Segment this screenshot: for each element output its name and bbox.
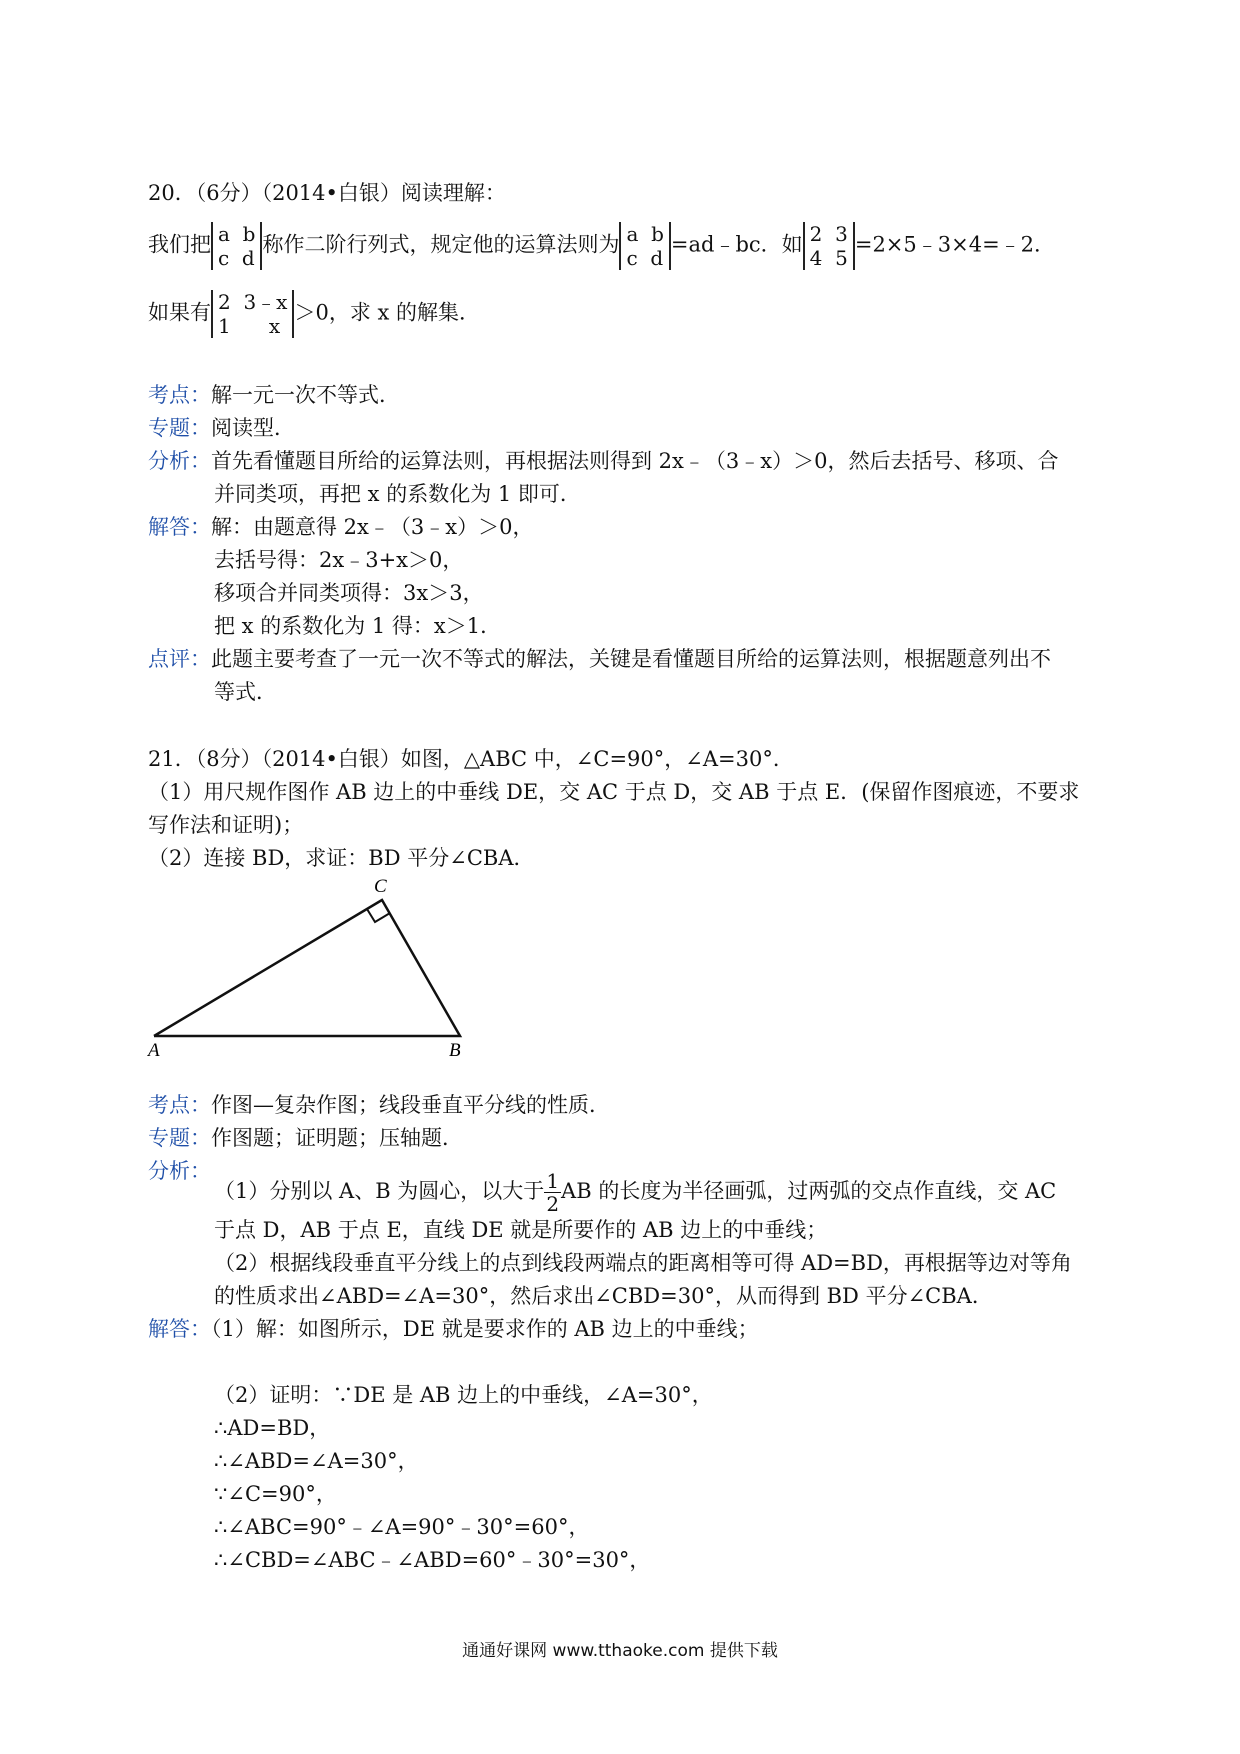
jieda-text: 解：由题意得 2x﹣（3﹣x）＞0， bbox=[211, 515, 534, 539]
determinant-question bbox=[211, 290, 294, 338]
q20-dianping bbox=[148, 644, 1051, 674]
q20-kaodian bbox=[148, 380, 400, 410]
zhuanti-text: 作图题；证明题；压轴题． bbox=[211, 1126, 463, 1150]
q20-text-rule: =ad﹣bc．如 bbox=[670, 232, 803, 257]
determinant-example bbox=[803, 222, 855, 270]
determinant-abcd bbox=[211, 222, 262, 270]
proof-line: ∴∠CBD=∠ABC﹣∠ABD=60°﹣30°=30°， bbox=[214, 1548, 651, 1572]
fenxi-label: 分析： bbox=[148, 1159, 211, 1183]
kaodian-text: 解一元一次不等式． bbox=[211, 383, 400, 407]
q21-zhuanti bbox=[148, 1123, 463, 1153]
dianping-text: 此题主要考查了一元一次不等式的解法，关键是看懂题目所给的运算法则，根据题意列出不 bbox=[211, 647, 1051, 671]
fraction-one-half bbox=[544, 1170, 561, 1215]
det-row-1: a b bbox=[626, 222, 664, 246]
det-row-2: c d bbox=[218, 246, 255, 270]
proof-line: （2）证明：∵DE 是 AB 边上的中垂线，∠A=30°， bbox=[214, 1383, 713, 1407]
proof-line: ∴∠ABC=90°﹣∠A=90°﹣30°=60°， bbox=[214, 1515, 590, 1539]
q21-header: 21．（8分）（2014•白银）如图，△ABC 中，∠C=90°，∠A=30°． bbox=[148, 747, 794, 771]
triangle-figure bbox=[140, 870, 480, 1060]
jieda-label: 解答： bbox=[148, 1317, 211, 1341]
q21-part1-cont: 写作法和证明)； bbox=[148, 813, 304, 837]
q20-definition-line bbox=[148, 222, 1055, 270]
q20-text-if: 如果有 bbox=[148, 300, 211, 325]
q20-text-we-put: 我们把 bbox=[148, 232, 211, 257]
page-footer: 通通好课网 www.tthaoke.com 提供下载 bbox=[462, 1641, 778, 1661]
q21-fenxi-line-4: 的性质求出∠ABD=∠A=30°，然后求出∠CBD=30°，从而得到 BD 平分∠CBA． bbox=[214, 1284, 993, 1308]
q20-zhuanti bbox=[148, 413, 295, 443]
det-row-2: c d bbox=[626, 246, 664, 270]
jieda-label: 解答： bbox=[148, 515, 211, 539]
proof-line: ∴∠ABD=∠A=30°， bbox=[214, 1449, 419, 1473]
q21-kaodian bbox=[148, 1090, 610, 1120]
q20-jieda-step-4: 把 x 的系数化为 1 得：x＞1． bbox=[214, 614, 502, 638]
determinant-abcd-rule bbox=[619, 222, 670, 270]
zhuanti-text: 阅读型． bbox=[211, 416, 295, 440]
fenxi-text: 首先看懂题目所给的运算法则，再根据法则得到 2x﹣（3﹣x）＞0，然后去括号、移项、合 bbox=[211, 449, 1059, 473]
zhuanti-label: 专题： bbox=[148, 1126, 211, 1150]
kaodian-label: 考点： bbox=[148, 1093, 211, 1117]
q21-fenxi-line-3: （2）根据线段垂直平分线上的点到线段两端点的距离相等可得 AD=BD，再根据等边对等角 bbox=[214, 1251, 1072, 1275]
det-row-1: a b bbox=[218, 222, 256, 246]
q21-fenxi-line-1 bbox=[214, 1170, 1056, 1215]
fraction-numerator: 1 bbox=[546, 1169, 560, 1193]
q20-text-find: ＞0，求 x 的解集． bbox=[294, 300, 481, 325]
vertex-label-c: C bbox=[374, 876, 387, 897]
det-row-1: 2 3 bbox=[809, 222, 848, 246]
fraction-denominator: 2 bbox=[546, 1192, 560, 1216]
q21-fenxi-line-2: 于点 D，AB 于点 E，直线 DE 就是所要作的 AB 边上的中垂线； bbox=[214, 1218, 828, 1242]
dianping-label: 点评： bbox=[148, 647, 211, 671]
det-row-2: 1 x bbox=[218, 314, 281, 338]
vertex-label-a: A bbox=[148, 1040, 160, 1060]
q21-fenxi-label bbox=[148, 1156, 211, 1186]
q20-fenxi-cont: 并同类项，再把 x 的系数化为 1 即可． bbox=[214, 482, 581, 506]
det-row-2: 4 5 bbox=[809, 246, 848, 270]
zhuanti-label: 专题： bbox=[148, 416, 211, 440]
fenxi-text-b: AB 的长度为半径画弧，过两弧的交点作直线，交 AC bbox=[561, 1179, 1057, 1203]
q21-part2: （2）连接 BD，求证：BD 平分∠CBA． bbox=[148, 846, 535, 870]
triangle-abc bbox=[154, 900, 460, 1036]
q20-text-example-result: =2×5﹣3×4=﹣2． bbox=[854, 232, 1056, 257]
kaodian-label: 考点： bbox=[148, 383, 211, 407]
q20-dianping-cont: 等式． bbox=[214, 680, 277, 704]
q20-text-called: 称作二阶行列式，规定他的运算法则为 bbox=[262, 232, 620, 257]
proof-line: ∴AD=BD， bbox=[214, 1416, 331, 1440]
q20-fenxi bbox=[148, 446, 1058, 476]
q20-jieda-step-3: 移项合并同类项得：3x＞3， bbox=[214, 581, 484, 605]
jieda-text: （1）解：如图所示，DE 就是要求作的 AB 边上的中垂线； bbox=[211, 1317, 759, 1341]
q21-part1: （1）用尺规作图作 AB 边上的中垂线 DE，交 AC 于点 D，交 AB 于点 E．(保留作图痕迹，不要求 bbox=[148, 780, 1080, 804]
fenxi-label: 分析： bbox=[148, 449, 211, 473]
det-row-1: 2 3﹣x bbox=[218, 290, 288, 314]
vertex-label-b: B bbox=[449, 1040, 461, 1060]
kaodian-text: 作图—复杂作图；线段垂直平分线的性质． bbox=[211, 1093, 610, 1117]
q20-header: 20．（6分）（2014•白银）阅读理解： bbox=[148, 181, 506, 205]
fenxi-text-a: （1）分别以 A、B 为圆心，以大于 bbox=[214, 1179, 545, 1203]
right-angle-mark bbox=[367, 909, 390, 922]
q20-question-line bbox=[148, 290, 480, 338]
q21-jieda bbox=[148, 1314, 759, 1344]
proof-line: ∵∠C=90°， bbox=[214, 1482, 337, 1506]
q20-jieda bbox=[148, 512, 533, 542]
q20-jieda-step-2: 去括号得：2x﹣3+x＞0， bbox=[214, 548, 464, 572]
